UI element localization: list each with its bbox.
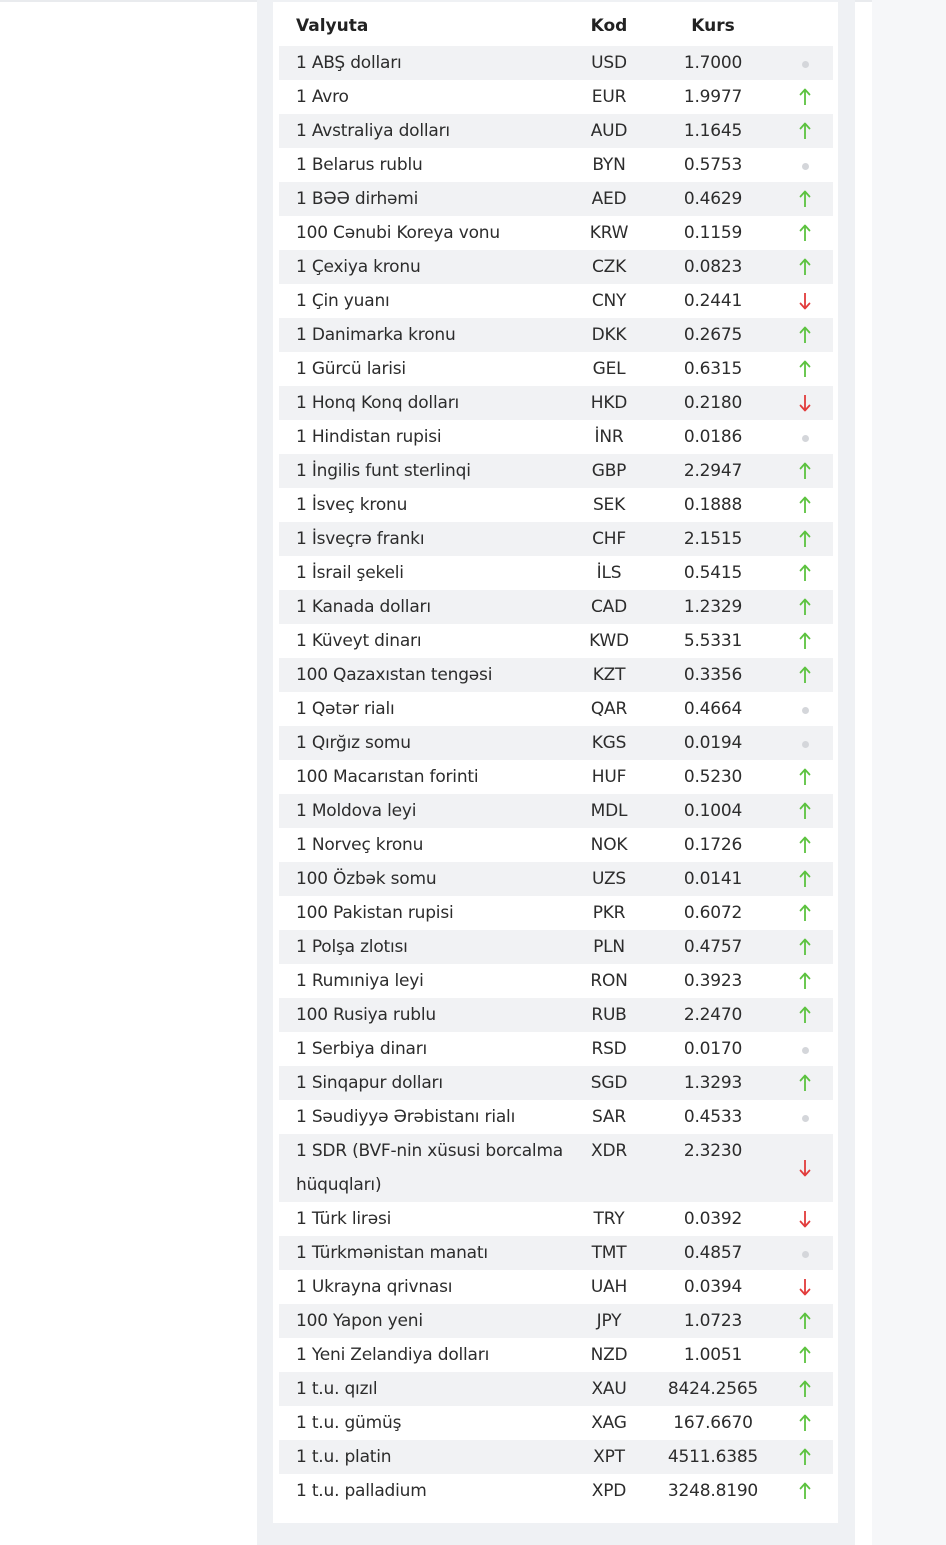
exchange-rate: 0.4629 (649, 182, 777, 216)
exchange-rate: 0.2180 (649, 386, 777, 420)
trend-cell (777, 148, 833, 182)
exchange-rate: 0.0194 (649, 726, 777, 760)
table-row (279, 624, 833, 658)
table-row (279, 1066, 833, 1100)
exchange-rate: 0.5753 (649, 148, 777, 182)
arrow-up-icon (798, 223, 812, 243)
trend-cell (777, 1372, 833, 1406)
exchange-rate: 2.2470 (649, 998, 777, 1032)
trend-cell (777, 386, 833, 420)
arrow-down-icon (798, 393, 812, 413)
trend-cell (777, 250, 833, 284)
currency-code: NZD (569, 1338, 649, 1372)
table-row (279, 318, 833, 352)
currency-code: CHF (569, 522, 649, 556)
currency-name: 1 Hindistan rupisi (279, 420, 569, 454)
exchange-rate: 0.1159 (649, 216, 777, 250)
trend-cell (777, 930, 833, 964)
arrow-up-icon (798, 529, 812, 549)
currency-name: 1 Moldova leyi (279, 794, 569, 828)
exchange-rates-card (273, 2, 838, 1523)
table-row (279, 590, 833, 624)
currency-code: CZK (569, 250, 649, 284)
exchange-rate: 1.0051 (649, 1338, 777, 1372)
currency-code: USD (569, 46, 649, 80)
trend-cell (777, 216, 833, 250)
table-row (279, 896, 833, 930)
currency-code: NOK (569, 828, 649, 862)
table-row (279, 1032, 833, 1066)
arrow-up-icon (798, 835, 812, 855)
trend-cell (777, 454, 833, 488)
table-row (279, 1202, 833, 1236)
exchange-rate: 0.4857 (649, 1236, 777, 1270)
arrow-up-icon (798, 903, 812, 923)
currency-name: 1 ABŞ dolları (279, 46, 569, 80)
content-panel (257, 0, 855, 1545)
currency-code: KRW (569, 216, 649, 250)
trend-cell (777, 760, 833, 794)
arrow-up-icon (798, 801, 812, 821)
arrow-down-icon (798, 291, 812, 311)
currency-name: 1 Kanada dolları (279, 590, 569, 624)
currency-code: GBP (569, 454, 649, 488)
currency-name: 1 İsveçrə frankı (279, 522, 569, 556)
exchange-rate: 0.5415 (649, 556, 777, 590)
trend-cell (777, 658, 833, 692)
exchange-rates-table (279, 6, 833, 1508)
currency-name: 1 Avro (279, 80, 569, 114)
currency-name: 1 Rumıniya leyi (279, 964, 569, 998)
currency-name: 1 Sinqapur dolları (279, 1066, 569, 1100)
table-row (279, 522, 833, 556)
trend-cell (777, 522, 833, 556)
arrow-up-icon (798, 563, 812, 583)
currency-name: 1 Belarus rublu (279, 148, 569, 182)
arrow-up-icon (798, 495, 812, 515)
currency-code: PLN (569, 930, 649, 964)
table-header-row (279, 6, 833, 46)
arrow-down-icon (798, 1158, 812, 1178)
currency-name: 1 BƏƏ dirhəmi (279, 182, 569, 216)
arrow-up-icon (798, 937, 812, 957)
arrow-up-icon (798, 971, 812, 991)
currency-code: RUB (569, 998, 649, 1032)
trend-cell (777, 1032, 833, 1066)
arrow-up-icon (798, 597, 812, 617)
exchange-rate: 0.4757 (649, 930, 777, 964)
arrow-up-icon (798, 1073, 812, 1093)
exchange-rate: 1.2329 (649, 590, 777, 624)
currency-name: 1 Qırğız somu (279, 726, 569, 760)
arrow-down-icon (798, 1209, 812, 1229)
table-row (279, 182, 833, 216)
table-row (279, 760, 833, 794)
currency-name: 1 Səudiyyə Ərəbistanı rialı (279, 1100, 569, 1134)
currency-code: JPY (569, 1304, 649, 1338)
exchange-rate: 0.0392 (649, 1202, 777, 1236)
currency-code: TMT (569, 1236, 649, 1270)
trend-cell (777, 1236, 833, 1270)
exchange-rate: 4511.6385 (649, 1440, 777, 1474)
table-row (279, 998, 833, 1032)
exchange-rate: 5.5331 (649, 624, 777, 658)
trend-cell (777, 352, 833, 386)
currency-name: 100 Rusiya rublu (279, 998, 569, 1032)
currency-code: SEK (569, 488, 649, 522)
trend-cell (777, 896, 833, 930)
currency-code: KGS (569, 726, 649, 760)
exchange-rate: 0.0823 (649, 250, 777, 284)
table-row (279, 454, 833, 488)
currency-code: KZT (569, 658, 649, 692)
header-trend (777, 6, 833, 46)
currency-name: 1 Yeni Zelandiya dolları (279, 1338, 569, 1372)
exchange-rate: 0.2675 (649, 318, 777, 352)
exchange-rate: 1.3293 (649, 1066, 777, 1100)
currency-code: TRY (569, 1202, 649, 1236)
currency-name: 100 Özbək somu (279, 862, 569, 896)
table-row (279, 1372, 833, 1406)
table-row (279, 216, 833, 250)
arrow-up-icon (798, 1413, 812, 1433)
currency-code: EUR (569, 80, 649, 114)
table-row (279, 420, 833, 454)
exchange-rate: 3248.8190 (649, 1474, 777, 1508)
currency-name: 1 Norveç kronu (279, 828, 569, 862)
arrow-up-icon (798, 121, 812, 141)
table-row (279, 352, 833, 386)
exchange-rate: 0.1888 (649, 488, 777, 522)
currency-code: İLS (569, 556, 649, 590)
trend-cell (777, 556, 833, 590)
currency-name: 1 Türkmənistan manatı (279, 1236, 569, 1270)
currency-code: PKR (569, 896, 649, 930)
currency-code: MDL (569, 794, 649, 828)
header-currency: Valyuta (296, 16, 369, 36)
trend-cell (777, 318, 833, 352)
no-change-icon (802, 707, 809, 714)
table-row (279, 148, 833, 182)
currency-code: XDR (569, 1134, 649, 1202)
currency-code: XAG (569, 1406, 649, 1440)
table-row (279, 692, 833, 726)
currency-name: 100 Cənubi Koreya vonu (279, 216, 569, 250)
currency-name: 1 İsveç kronu (279, 488, 569, 522)
table-row (279, 1406, 833, 1440)
trend-cell (777, 1440, 833, 1474)
currency-code: HUF (569, 760, 649, 794)
currency-name: 1 Çin yuanı (279, 284, 569, 318)
currency-code: QAR (569, 692, 649, 726)
trend-cell (777, 1270, 833, 1304)
trend-cell (777, 1338, 833, 1372)
currency-code: HKD (569, 386, 649, 420)
currency-name: 1 İsrail şekeli (279, 556, 569, 590)
exchange-rate: 0.6072 (649, 896, 777, 930)
exchange-rate: 2.2947 (649, 454, 777, 488)
right-side-strip (872, 0, 946, 1545)
exchange-rate: 2.1515 (649, 522, 777, 556)
currency-code: XAU (569, 1372, 649, 1406)
exchange-rate: 1.9977 (649, 80, 777, 114)
currency-name: 1 İngilis funt sterlinqi (279, 454, 569, 488)
exchange-rate: 0.0186 (649, 420, 777, 454)
table-row (279, 794, 833, 828)
currency-name: 100 Qazaxıstan tengəsi (279, 658, 569, 692)
trend-cell (777, 1134, 833, 1202)
table-row (279, 1304, 833, 1338)
trend-cell (777, 114, 833, 148)
currency-code: UZS (569, 862, 649, 896)
table-row (279, 828, 833, 862)
header-rate: Kurs (691, 16, 735, 36)
arrow-up-icon (798, 1005, 812, 1025)
currency-name: 1 Çexiya kronu (279, 250, 569, 284)
currency-name: 1 Honq Konq dolları (279, 386, 569, 420)
currency-code: AED (569, 182, 649, 216)
no-change-icon (802, 163, 809, 170)
arrow-up-icon (798, 1447, 812, 1467)
exchange-rate: 0.1726 (649, 828, 777, 862)
currency-name: 100 Pakistan rupisi (279, 896, 569, 930)
trend-cell (777, 998, 833, 1032)
trend-cell (777, 828, 833, 862)
currency-name: 1 Küveyt dinarı (279, 624, 569, 658)
exchange-rate: 0.1004 (649, 794, 777, 828)
trend-cell (777, 1100, 833, 1134)
currency-code: CAD (569, 590, 649, 624)
currency-name: 1 t.u. platin (279, 1440, 569, 1474)
arrow-up-icon (798, 325, 812, 345)
currency-code: AUD (569, 114, 649, 148)
exchange-rate: 0.6315 (649, 352, 777, 386)
trend-cell (777, 692, 833, 726)
exchange-rate: 1.0723 (649, 1304, 777, 1338)
table-row (279, 658, 833, 692)
trend-cell (777, 964, 833, 998)
trend-cell (777, 1066, 833, 1100)
currency-code: DKK (569, 318, 649, 352)
exchange-rate: 0.4533 (649, 1100, 777, 1134)
currency-code: RSD (569, 1032, 649, 1066)
currency-code: RON (569, 964, 649, 998)
trend-cell (777, 590, 833, 624)
arrow-up-icon (798, 461, 812, 481)
table-row (279, 386, 833, 420)
arrow-up-icon (798, 1345, 812, 1365)
trend-cell (777, 624, 833, 658)
no-change-icon (802, 1115, 809, 1122)
trend-cell (777, 80, 833, 114)
currency-code: UAH (569, 1270, 649, 1304)
no-change-icon (802, 61, 809, 68)
table-row (279, 1440, 833, 1474)
arrow-up-icon (798, 1481, 812, 1501)
currency-name: 1 t.u. palladium (279, 1474, 569, 1508)
trend-cell (777, 182, 833, 216)
arrow-up-icon (798, 1379, 812, 1399)
currency-code: KWD (569, 624, 649, 658)
currency-name: 1 Avstraliya dolları (279, 114, 569, 148)
currency-code: XPD (569, 1474, 649, 1508)
exchange-rate: 167.6670 (649, 1406, 777, 1440)
table-row (279, 930, 833, 964)
currency-name: 1 Ukrayna qrivnası (279, 1270, 569, 1304)
trend-cell (777, 1304, 833, 1338)
table-row (279, 1236, 833, 1270)
trend-cell (777, 862, 833, 896)
exchange-rate: 0.2441 (649, 284, 777, 318)
trend-cell (777, 1202, 833, 1236)
exchange-rate: 2.3230 (649, 1134, 777, 1202)
table-row (279, 46, 833, 80)
table-row (279, 862, 833, 896)
no-change-icon (802, 435, 809, 442)
exchange-rate: 0.4664 (649, 692, 777, 726)
no-change-icon (802, 1047, 809, 1054)
arrow-up-icon (798, 631, 812, 651)
table-row (279, 1100, 833, 1134)
table-row (279, 488, 833, 522)
exchange-rate: 0.3356 (649, 658, 777, 692)
arrow-up-icon (798, 189, 812, 209)
currency-code: BYN (569, 148, 649, 182)
table-row (279, 1474, 833, 1508)
currency-code: GEL (569, 352, 649, 386)
exchange-rate: 0.5230 (649, 760, 777, 794)
arrow-up-icon (798, 869, 812, 889)
trend-cell (777, 46, 833, 80)
trend-cell (777, 420, 833, 454)
trend-cell (777, 284, 833, 318)
header-code: Kod (590, 16, 628, 36)
currency-code: İNR (569, 420, 649, 454)
arrow-up-icon (798, 257, 812, 277)
exchange-rate: 0.0394 (649, 1270, 777, 1304)
trend-cell (777, 726, 833, 760)
table-row (279, 1134, 833, 1202)
currency-name: 1 Türk lirəsi (279, 1202, 569, 1236)
currency-code: SGD (569, 1066, 649, 1100)
exchange-rate: 0.3923 (649, 964, 777, 998)
no-change-icon (802, 1251, 809, 1258)
no-change-icon (802, 741, 809, 748)
exchange-rate: 1.1645 (649, 114, 777, 148)
table-row (279, 1338, 833, 1372)
currency-name: 100 Macarıstan forinti (279, 760, 569, 794)
table-row (279, 726, 833, 760)
arrow-up-icon (798, 665, 812, 685)
trend-cell (777, 1406, 833, 1440)
table-row (279, 964, 833, 998)
trend-cell (777, 794, 833, 828)
arrow-up-icon (798, 767, 812, 787)
currency-name: 1 Danimarka kronu (279, 318, 569, 352)
exchange-rate: 0.0141 (649, 862, 777, 896)
exchange-rate: 8424.2565 (649, 1372, 777, 1406)
currency-code: CNY (569, 284, 649, 318)
currency-code: SAR (569, 1100, 649, 1134)
currency-name: 1 Gürcü larisi (279, 352, 569, 386)
trend-cell (777, 488, 833, 522)
table-row (279, 556, 833, 590)
currency-name: 100 Yapon yeni (279, 1304, 569, 1338)
currency-name: 1 Polşa zlotısı (279, 930, 569, 964)
currency-code: XPT (569, 1440, 649, 1474)
arrow-up-icon (798, 1311, 812, 1331)
currency-name: 1 Serbiya dinarı (279, 1032, 569, 1066)
arrow-up-icon (798, 87, 812, 107)
exchange-rate: 0.0170 (649, 1032, 777, 1066)
table-body (279, 46, 833, 1508)
currency-name: 1 t.u. gümüş (279, 1406, 569, 1440)
trend-cell (777, 1474, 833, 1508)
table-row (279, 1270, 833, 1304)
arrow-down-icon (798, 1277, 812, 1297)
arrow-up-icon (798, 359, 812, 379)
table-row (279, 114, 833, 148)
exchange-rate: 1.7000 (649, 46, 777, 80)
currency-name: 1 SDR (BVF-nin xüsusi borcalma hüquqları) (279, 1134, 569, 1202)
table-row (279, 284, 833, 318)
table-row (279, 80, 833, 114)
currency-name: 1 Qətər rialı (279, 692, 569, 726)
table-row (279, 250, 833, 284)
currency-name: 1 t.u. qızıl (279, 1372, 569, 1406)
